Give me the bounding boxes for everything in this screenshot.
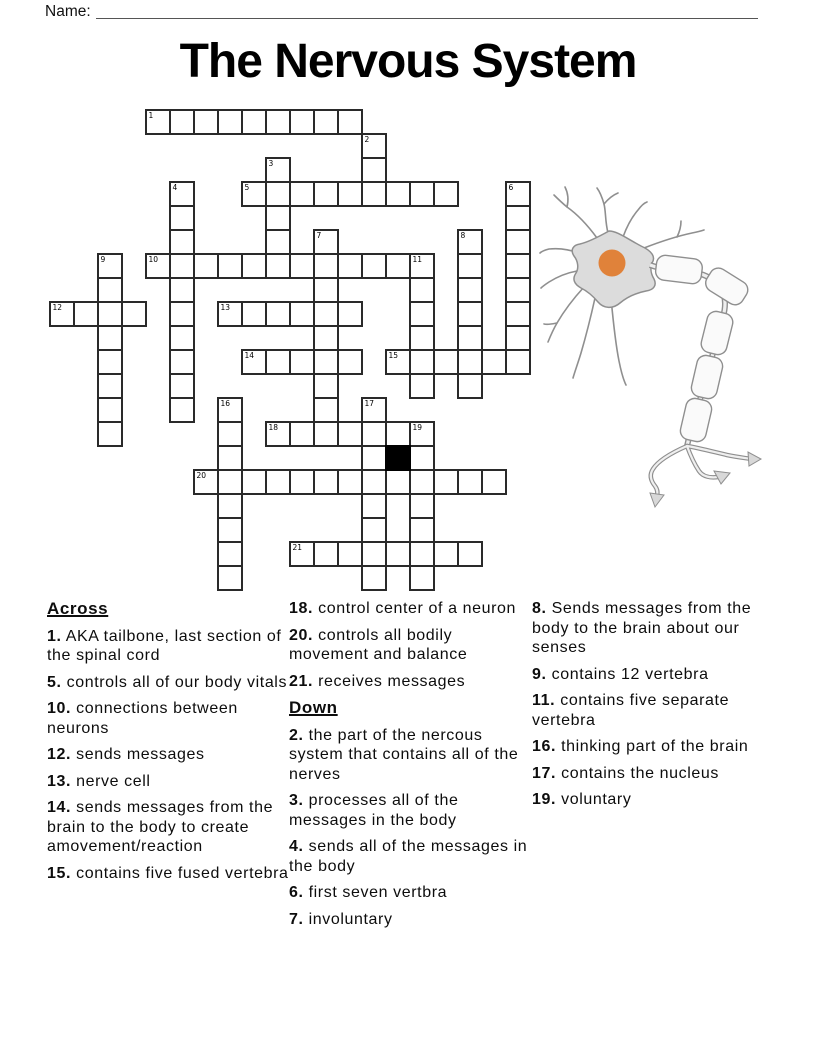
grid-cell[interactable]	[169, 373, 195, 399]
grid-cell[interactable]	[409, 517, 435, 543]
grid-cell[interactable]	[217, 445, 243, 471]
neuron-illustration	[535, 180, 785, 510]
name-label: Name:	[45, 3, 91, 20]
clues-column-1	[47, 599, 289, 890]
clue-across-15: 15. contains five fused vertebra	[47, 864, 289, 882]
grid-cell[interactable]	[361, 421, 387, 447]
grid-cell[interactable]	[265, 253, 291, 279]
clue-down-19: 19. voluntary	[532, 791, 632, 808]
clue-down-3: 3. processes all of the messages in the body	[289, 792, 459, 829]
grid-cell[interactable]	[313, 253, 339, 279]
grid-cell[interactable]	[337, 349, 363, 375]
cell-number: 5	[244, 183, 250, 192]
grid-cell[interactable]	[481, 469, 507, 495]
grid-cell[interactable]	[289, 181, 315, 207]
grid-cell[interactable]	[313, 181, 339, 207]
grid-cell[interactable]	[169, 205, 195, 231]
grid-black-cell	[385, 445, 411, 471]
grid-cell[interactable]	[409, 565, 435, 591]
cell-number: 19	[412, 423, 423, 432]
grid-cell[interactable]	[97, 421, 123, 447]
grid-cell[interactable]	[505, 325, 531, 351]
cell-number: 6	[508, 183, 514, 192]
grid-cell[interactable]	[457, 253, 483, 279]
grid-cell[interactable]	[505, 277, 531, 303]
cell-number: 4	[172, 183, 178, 192]
grid-cell[interactable]	[337, 469, 363, 495]
clue-down-16: 16. thinking part of the brain	[532, 738, 749, 755]
clue-across-20: 20. controls all bodily movement and balance	[289, 626, 468, 663]
grid-cell[interactable]	[217, 565, 243, 591]
grid-cell[interactable]	[289, 109, 315, 135]
page-title: The Nervous System	[179, 35, 637, 88]
grid-cell[interactable]	[313, 373, 339, 399]
grid-cell[interactable]	[169, 229, 195, 255]
grid-cell[interactable]	[409, 181, 435, 207]
cell-number: 3	[268, 159, 274, 168]
grid-cell[interactable]	[217, 253, 243, 279]
grid-cell[interactable]	[169, 253, 195, 279]
across-header: Across	[47, 599, 109, 618]
grid-cell[interactable]	[409, 469, 435, 495]
grid-cell[interactable]	[361, 253, 387, 279]
grid-cell[interactable]	[505, 229, 531, 255]
down-header: Down	[289, 698, 338, 717]
grid-cell[interactable]	[289, 469, 315, 495]
grid-cell[interactable]	[97, 301, 123, 327]
grid-cell[interactable]	[385, 421, 411, 447]
grid-cell[interactable]	[361, 517, 387, 543]
grid-cell[interactable]	[169, 109, 195, 135]
grid-cell[interactable]	[289, 349, 315, 375]
grid-cell[interactable]	[241, 109, 267, 135]
grid-cell[interactable]	[385, 541, 411, 567]
clue-down-6: 6. first seven vertbra	[289, 884, 448, 901]
grid-cell[interactable]	[457, 349, 483, 375]
grid-cell[interactable]	[265, 469, 291, 495]
grid-cell[interactable]	[217, 421, 243, 447]
grid-cell[interactable]	[265, 229, 291, 255]
grid-cell[interactable]	[361, 445, 387, 471]
grid-cell[interactable]	[217, 469, 243, 495]
grid-cell[interactable]	[409, 277, 435, 303]
cell-number: 13	[220, 303, 231, 312]
clues-column-3	[532, 599, 774, 817]
clue-across-10: 10. connections between neurons	[47, 700, 238, 737]
grid-cell[interactable]	[409, 541, 435, 567]
myelin-sheath-segments	[655, 254, 752, 443]
grid-cell[interactable]	[433, 541, 459, 567]
grid-cell[interactable]	[313, 397, 339, 423]
grid-cell[interactable]	[313, 301, 339, 327]
grid-cell[interactable]	[457, 301, 483, 327]
grid-cell[interactable]	[409, 493, 435, 519]
cell-number: 18	[268, 423, 279, 432]
cell-number: 8	[460, 231, 466, 240]
clue-down-11: 11. contains five separate vertebra	[532, 692, 730, 729]
clues-column-2	[289, 599, 531, 936]
clue-across-18: 18. control center of a neuron	[289, 600, 517, 617]
grid-cell[interactable]	[433, 469, 459, 495]
grid-cell[interactable]	[97, 277, 123, 303]
grid-cell[interactable]	[505, 205, 531, 231]
clue-across-12: 12. sends messages	[47, 746, 205, 763]
cell-number: 2	[364, 135, 370, 144]
clue-across-14: 14. sends messages from the brain to the body to create amovement/reaction	[47, 799, 274, 855]
grid-cell[interactable]	[241, 469, 267, 495]
clue-down-8: 8. Sends messages from the body to the brain about our senses	[532, 600, 752, 656]
grid-cell[interactable]	[169, 301, 195, 327]
grid-cell[interactable]	[313, 349, 339, 375]
grid-cell[interactable]	[361, 565, 387, 591]
clue-across-21: 21. receives messages	[289, 672, 466, 690]
grid-cell[interactable]	[289, 301, 315, 327]
grid-cell[interactable]	[97, 349, 123, 375]
grid-cell[interactable]	[409, 325, 435, 351]
grid-cell[interactable]	[217, 541, 243, 567]
grid-cell[interactable]	[361, 181, 387, 207]
clue-down-2: 2. the part of the nercous system that contains all of the nerves	[289, 726, 519, 783]
cell-number: 17	[364, 399, 375, 408]
grid-cell[interactable]	[289, 421, 315, 447]
grid-cell[interactable]	[361, 469, 387, 495]
grid-cell[interactable]	[313, 541, 339, 567]
cell-number: 20	[196, 471, 207, 480]
cell-number: 15	[388, 351, 399, 360]
grid-cell[interactable]	[361, 541, 387, 567]
grid-cell[interactable]	[457, 277, 483, 303]
grid-cell[interactable]	[265, 109, 291, 135]
cell-number: 1	[148, 111, 154, 120]
cell-number: 10	[148, 255, 159, 264]
grid-cell[interactable]	[457, 373, 483, 399]
grid-cell[interactable]	[337, 253, 363, 279]
grid-cell[interactable]	[169, 397, 195, 423]
grid-cell[interactable]	[337, 301, 363, 327]
grid-cell[interactable]	[505, 253, 531, 279]
grid-cell[interactable]	[265, 205, 291, 231]
grid-cell[interactable]	[313, 325, 339, 351]
grid-cell[interactable]	[169, 277, 195, 303]
grid-cell[interactable]	[409, 349, 435, 375]
grid-cell[interactable]	[217, 109, 243, 135]
clue-across-13: 13. nerve cell	[47, 772, 151, 790]
grid-cell[interactable]	[265, 301, 291, 327]
grid-cell[interactable]	[97, 373, 123, 399]
cell-number: 7	[316, 231, 322, 240]
grid-cell[interactable]	[505, 301, 531, 327]
grid-cell[interactable]	[169, 325, 195, 351]
cell-number: 14	[244, 351, 255, 360]
grid-cell[interactable]	[409, 373, 435, 399]
grid-cell[interactable]	[73, 301, 99, 327]
grid-cell[interactable]	[193, 253, 219, 279]
grid-cell[interactable]	[337, 181, 363, 207]
grid-cell[interactable]	[409, 301, 435, 327]
grid-cell[interactable]	[265, 181, 291, 207]
grid-cell[interactable]	[457, 469, 483, 495]
grid-cell[interactable]	[505, 349, 531, 375]
grid-cell[interactable]	[313, 469, 339, 495]
grid-cell[interactable]	[361, 493, 387, 519]
grid-cell[interactable]	[241, 301, 267, 327]
grid-cell[interactable]	[313, 277, 339, 303]
grid-cell[interactable]	[433, 181, 459, 207]
grid-cell[interactable]	[217, 517, 243, 543]
grid-cell[interactable]	[193, 109, 219, 135]
grid-cell[interactable]	[433, 349, 459, 375]
grid-cell[interactable]	[457, 325, 483, 351]
grid-cell[interactable]	[97, 397, 123, 423]
cell-number: 12	[52, 303, 63, 312]
grid-cell[interactable]	[217, 493, 243, 519]
grid-cell[interactable]	[313, 421, 339, 447]
axon-terminals	[650, 446, 761, 507]
clue-down-17: 17. contains the nucleus	[532, 764, 719, 782]
grid-cell[interactable]	[409, 445, 435, 471]
grid-cell[interactable]	[385, 181, 411, 207]
cell-number: 21	[292, 543, 303, 552]
grid-cell[interactable]	[337, 109, 363, 135]
grid-cell[interactable]	[121, 301, 147, 327]
grid-cell[interactable]	[97, 325, 123, 351]
grid-cell[interactable]	[313, 109, 339, 135]
grid-cell[interactable]	[385, 253, 411, 279]
grid-cell[interactable]	[361, 157, 387, 183]
nucleus	[599, 250, 626, 277]
grid-cell[interactable]	[457, 541, 483, 567]
grid-cell[interactable]	[289, 253, 315, 279]
grid-cell[interactable]	[265, 349, 291, 375]
grid-cell[interactable]	[169, 349, 195, 375]
grid-cell[interactable]	[337, 421, 363, 447]
clue-down-9: 9. contains 12 vertebra	[532, 665, 709, 683]
clue-down-7: 7. involuntary	[289, 910, 393, 928]
cell-number: 11	[412, 255, 423, 264]
clue-across-5: 5. controls all of our body vitals	[47, 673, 288, 691]
clue-down-4: 4. sends all of the messages in the body	[289, 838, 528, 875]
grid-cell[interactable]	[241, 253, 267, 279]
grid-cell[interactable]	[385, 469, 411, 495]
grid-cell[interactable]	[481, 349, 507, 375]
grid-cell[interactable]	[337, 541, 363, 567]
cell-number: 9	[100, 255, 106, 264]
clue-across-1: 1. AKA tailbone, last section of the spinal cord	[47, 627, 282, 664]
cell-number: 16	[220, 399, 231, 408]
